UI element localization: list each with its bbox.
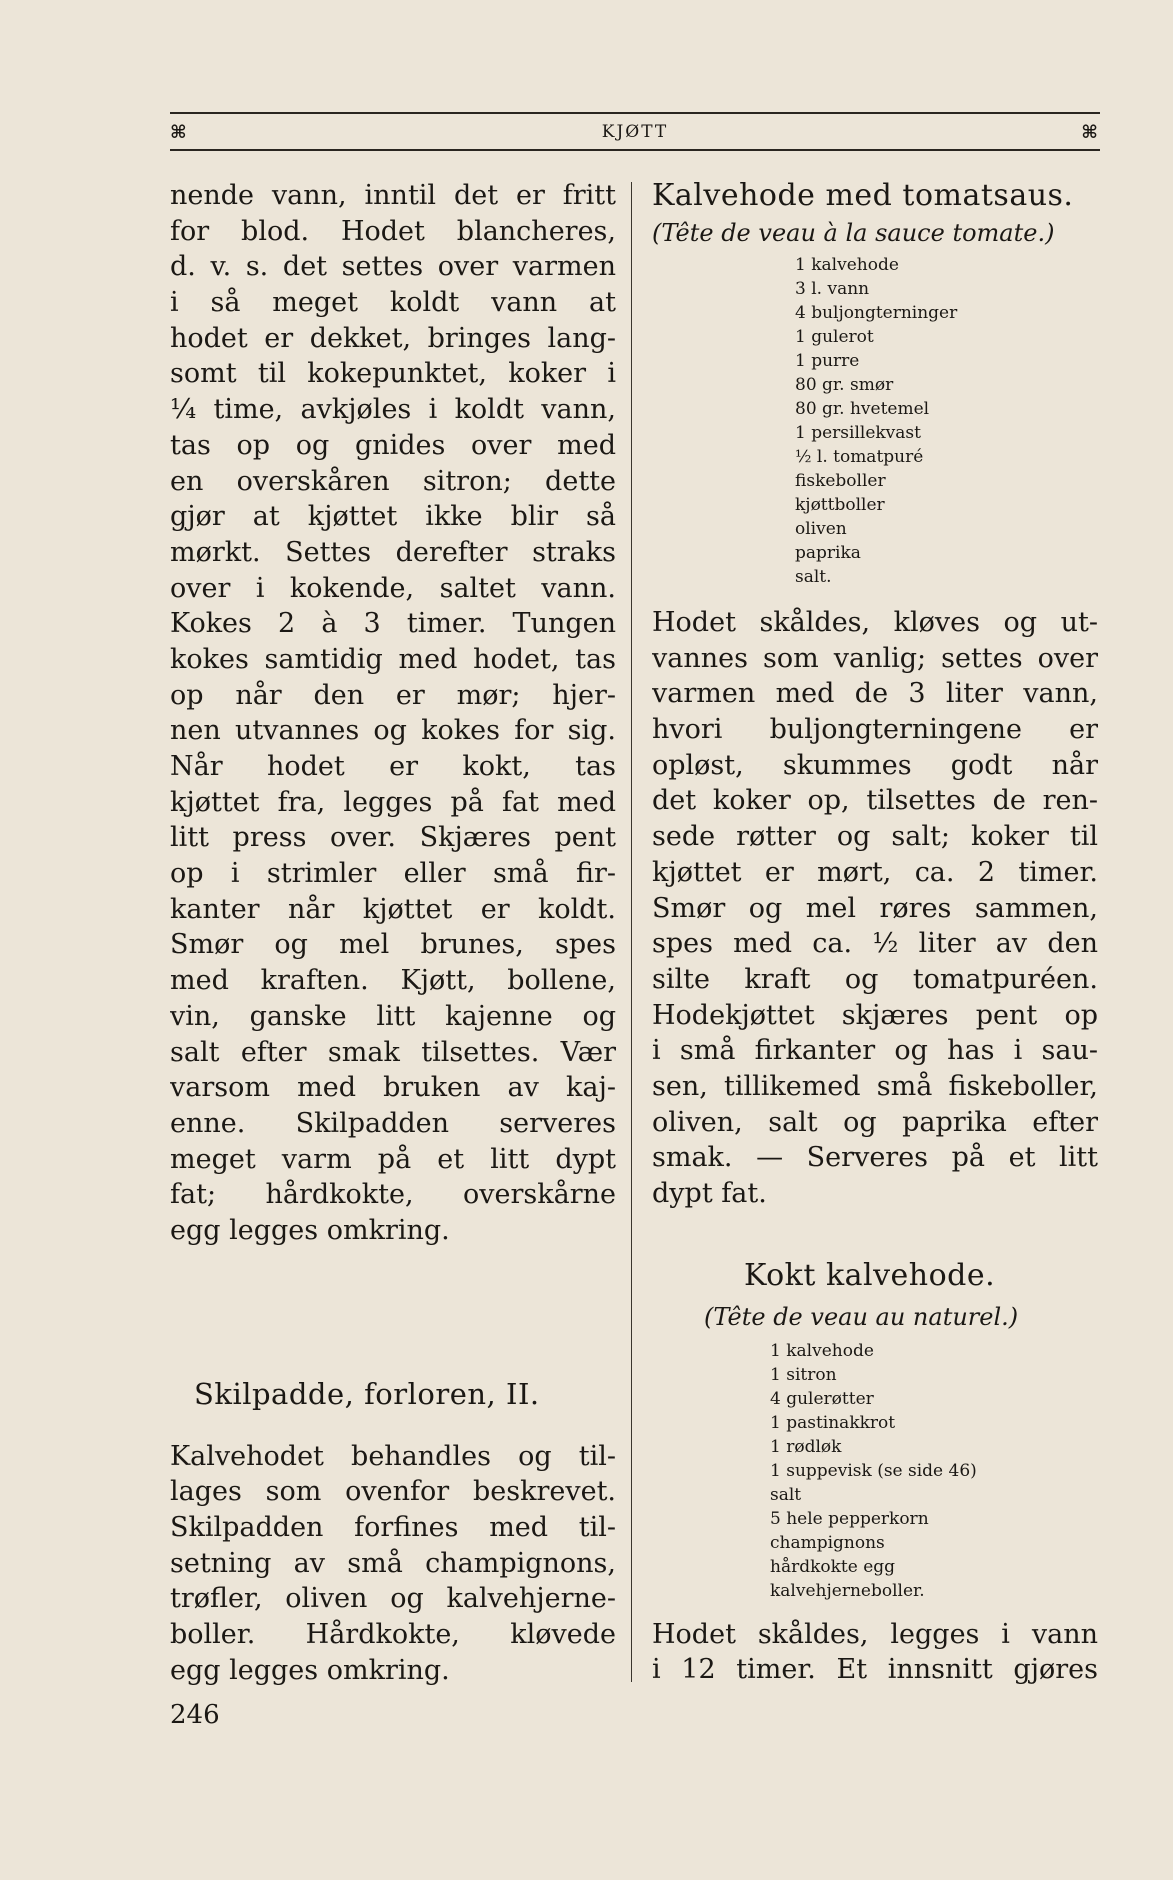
text-line: Kalvehodet behandles og til- xyxy=(170,1440,616,1472)
page-number: 246 xyxy=(170,1700,220,1730)
ornament-left-icon: ⌘ xyxy=(170,121,189,143)
text-line: lages som ovenfor beskrevet. xyxy=(170,1476,616,1508)
text-line: kjøttet fra, legges på fat med xyxy=(170,786,616,818)
ingredient-item: hårdkokte egg xyxy=(770,1556,896,1577)
running-title: KJØTT xyxy=(601,122,669,142)
text-line: nen utvannes og kokes for sig. xyxy=(170,715,616,747)
ingredient-list xyxy=(770,1339,1098,1603)
text-line: kjøttet er mørt, ca. 2 timer. xyxy=(652,856,1098,888)
text-line: enne. Skilpadden serveres xyxy=(170,1107,616,1139)
ornament-right-icon: ⌘ xyxy=(1081,121,1100,143)
text-line: trøfler, oliven og kalvehjerne- xyxy=(170,1583,616,1615)
text-line: meget varm på et litt dypt xyxy=(170,1143,616,1175)
ingredient-item: 5 hele pepperkorn xyxy=(770,1508,929,1529)
recipe-body xyxy=(170,1439,616,1689)
text-line: tas op og gnides over med xyxy=(170,429,616,461)
ingredient-item: 80 gr. smør xyxy=(795,375,894,395)
text-line: sede røtter og salt; koker til xyxy=(652,821,1098,853)
text-line: Kokes 2 à 3 timer. Tungen xyxy=(170,608,616,640)
ingredient-item: 1 persillekvast xyxy=(795,423,921,443)
ingredient-item: champignons xyxy=(770,1532,885,1553)
recipe-title: Kalvehode med tomatsaus. xyxy=(652,178,1074,213)
text-line: Smør og mel røres sammen, xyxy=(652,892,1098,924)
text-line: d. v. s. det settes over varmen xyxy=(170,251,616,283)
text-line: Når hodet er kokt, tas xyxy=(170,751,616,782)
text-line: varsom med bruken av kaj- xyxy=(170,1072,616,1104)
text-line: for blod. Hodet blancheres, xyxy=(170,215,616,247)
recipe-subtitle: (Tête de veau à la sauce tomate.) xyxy=(652,219,1055,247)
text-line: gjør at kjøttet ikke blir så xyxy=(170,501,616,533)
text-line: spes med ca. ½ liter av den xyxy=(652,928,1098,960)
ingredient-item: 1 kalvehode xyxy=(770,1340,874,1361)
text-line: Hodet skåldes, legges i vann xyxy=(652,1618,1098,1650)
text-line: boller. Hårdkokte, kløvede xyxy=(170,1619,616,1651)
ingredient-item: 1 pastinakkrot xyxy=(770,1412,896,1433)
text-line: kokes samtidig med hodet, tas xyxy=(170,643,616,675)
text-line: fat; hårdkokte, overskårne xyxy=(170,1179,616,1211)
ingredient-item: 1 purre xyxy=(795,351,860,371)
text-line: egg legges omkring. xyxy=(170,1214,450,1246)
text-line: salt efter smak tilsettes. Vær xyxy=(170,1036,616,1068)
text-line: op i strimler eller små fir- xyxy=(170,858,616,890)
ingredient-item: 1 gulerot xyxy=(795,327,874,347)
text-line: Skilpadden forfines med til- xyxy=(170,1512,616,1543)
text-line: hvori buljongterningene er xyxy=(652,714,1098,746)
text-line: silte kraft og tomatpuréen. xyxy=(652,963,1098,995)
ingredient-item: salt. xyxy=(795,567,832,587)
right-column xyxy=(652,178,1098,1688)
ingredient-item: 3 l. vann xyxy=(795,279,870,299)
text-line: sen, tillikemed små fiskeboller, xyxy=(652,1070,1098,1102)
recipe-subtitle: (Tête de veau au naturel.) xyxy=(704,1302,1019,1331)
text-line: mørkt. Settes derefter straks xyxy=(170,536,616,568)
text-line: setning av små champignons, xyxy=(170,1547,616,1579)
text-line: nende vann, inntil det er fritt xyxy=(170,180,616,211)
ingredient-item: 1 rødløk xyxy=(770,1436,842,1457)
text-line: det koker op, tilsettes de ren- xyxy=(652,785,1098,817)
ingredient-item: 80 gr. hvetemel xyxy=(795,399,930,419)
text-line: varmen med de 3 liter vann, xyxy=(652,678,1098,710)
text-line: kanter når kjøttet er koldt. xyxy=(170,893,616,925)
text-line: hodet er dekket, bringes lang- xyxy=(170,322,616,354)
text-line: Hodekjøttet skjæres pent op xyxy=(652,999,1098,1031)
text-line: vin, ganske litt kajenne og xyxy=(170,1000,616,1032)
continued-recipe-text xyxy=(170,178,616,1249)
text-line: med kraften. Kjøtt, bollene, xyxy=(170,965,616,997)
ingredient-item: fiskeboller xyxy=(795,471,886,491)
ingredient-item: 4 buljongterninger xyxy=(795,303,958,323)
ingredient-item: salt xyxy=(770,1484,802,1505)
ingredient-item: 1 kalvehode xyxy=(795,255,899,275)
text-line: litt press over. Skjæres pent xyxy=(170,822,616,854)
column-divider xyxy=(631,182,632,1682)
left-column xyxy=(170,178,616,1688)
header-rule-top xyxy=(170,112,1100,114)
text-line: Hodet skåldes, kløves og ut- xyxy=(652,607,1098,638)
text-line: smak. — Serveres på et litt xyxy=(652,1142,1098,1174)
text-line: i små firkanter og has i sau- xyxy=(652,1035,1098,1067)
text-line: i 12 timer. Et innsnitt gjøres xyxy=(652,1654,1098,1686)
text-line: Smør og mel brunes, spes xyxy=(170,929,616,961)
text-line: op når den er mør; hjer- xyxy=(170,679,616,711)
text-line: dypt fat. xyxy=(652,1178,767,1209)
text-line: i så meget koldt vann at xyxy=(170,287,616,319)
ingredient-item: 1 suppevisk (se side 46) xyxy=(770,1460,977,1481)
ingredient-item: kjøttboller xyxy=(795,495,885,515)
ingredient-item: 4 gulerøtter xyxy=(770,1388,874,1409)
recipe-title: Skilpadde, forloren, II. xyxy=(194,1376,540,1411)
ingredient-item: 1 sitron xyxy=(770,1364,837,1385)
text-line: egg legges omkring. xyxy=(170,1654,450,1686)
text-line: en overskåren sitron; dette xyxy=(170,465,616,497)
text-line: vannes som vanlig; settes over xyxy=(652,642,1098,674)
ingredient-item: paprika xyxy=(795,543,861,563)
recipe-body xyxy=(652,605,1098,1212)
text-line: opløst, skummes godt når xyxy=(652,749,1098,781)
recipe-title: Kokt kalvehode. xyxy=(744,1257,996,1293)
ingredient-item: ½ l. tomatpuré xyxy=(795,447,924,467)
ingredient-item: kalvehjerneboller. xyxy=(770,1580,925,1601)
header-rule-bottom xyxy=(170,149,1100,151)
running-head xyxy=(170,118,1100,146)
ingredient-item: oliven xyxy=(795,519,847,539)
text-line: ¼ time, avkjøles i koldt vann, xyxy=(170,394,616,426)
recipe-body xyxy=(652,1617,1098,1688)
text-line: somt til kokepunktet, koker i xyxy=(170,358,616,390)
text-line: over i kokende, saltet vann. xyxy=(170,572,616,604)
ingredient-list xyxy=(795,253,1098,589)
text-line: oliven, salt og paprika efter xyxy=(652,1106,1098,1138)
